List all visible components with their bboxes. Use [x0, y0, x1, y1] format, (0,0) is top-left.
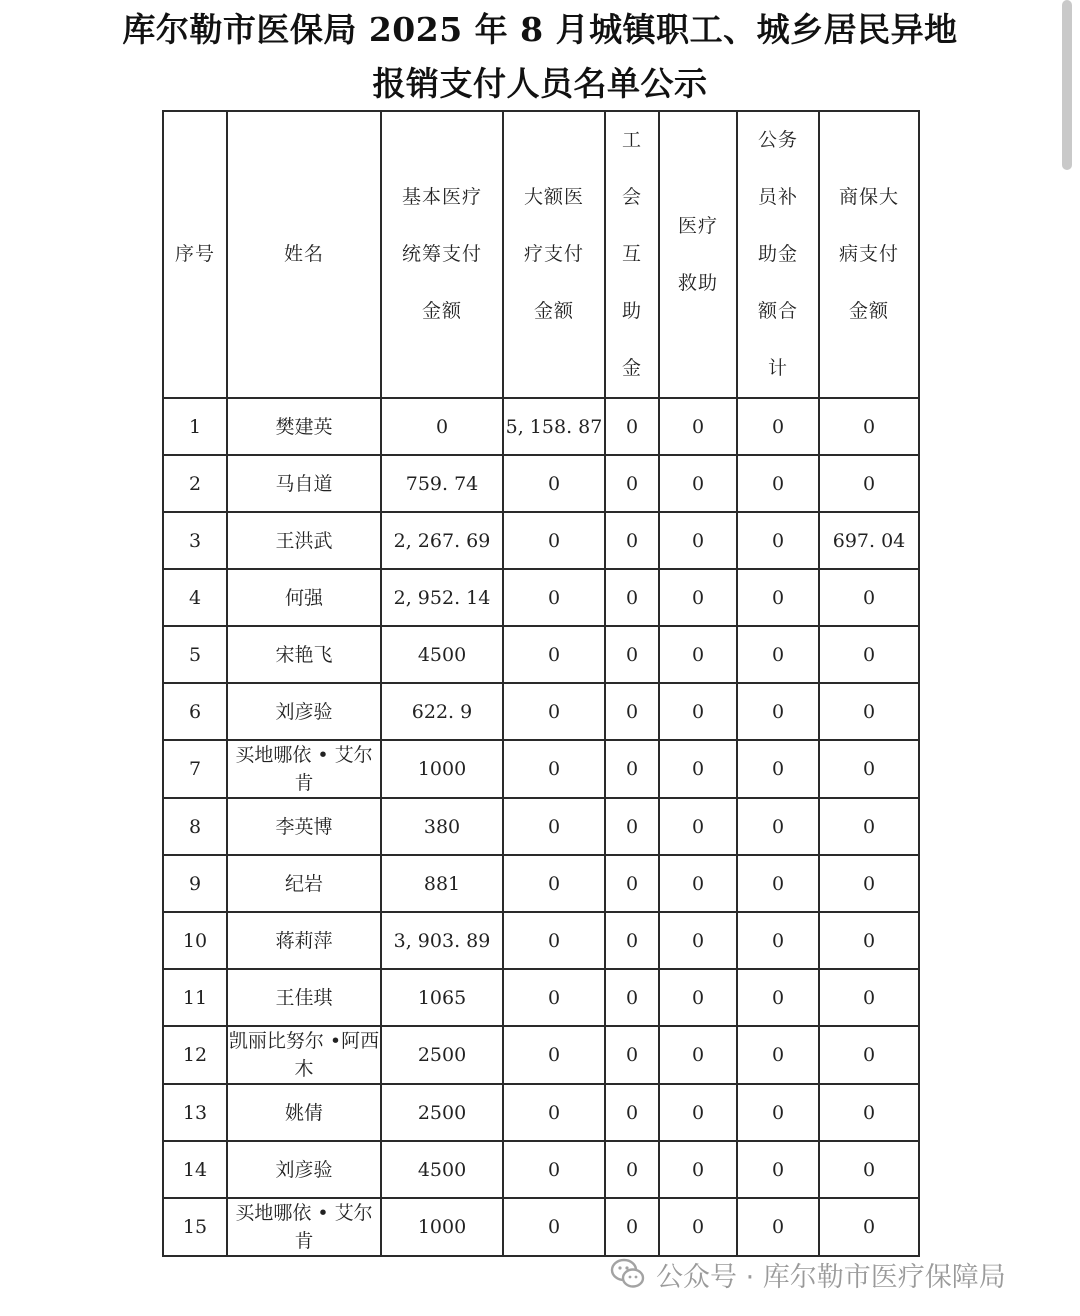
- cell-name: 李英博: [227, 798, 381, 855]
- cell-name: 王洪武: [227, 512, 381, 569]
- header-name-label: 姓名: [283, 243, 324, 265]
- cell-seq: 15: [163, 1198, 227, 1256]
- table-row: [163, 1141, 919, 1198]
- cell-name: 买地哪依 • 艾尔肯: [227, 740, 381, 798]
- cell-commercial: 0: [819, 855, 919, 912]
- cell-name: 凯丽比努尔 •阿西木: [227, 1026, 381, 1084]
- cell-union: 0: [605, 1141, 659, 1198]
- table-row: [163, 912, 919, 969]
- cell-civil: 0: [737, 798, 819, 855]
- cell-name: 马自道: [227, 455, 381, 512]
- cell-union: 0: [605, 855, 659, 912]
- cell-commercial: 0: [819, 1141, 919, 1198]
- cell-civil: 0: [737, 855, 819, 912]
- header-basic-label: 基本医疗统筹支付金额: [401, 186, 482, 322]
- cell-seq: 4: [163, 569, 227, 626]
- cell-basic: 2500: [381, 1026, 503, 1084]
- header-civil: [737, 111, 819, 398]
- table-row: [163, 1198, 919, 1256]
- cell-aid: 0: [659, 1141, 737, 1198]
- header-name: [227, 111, 381, 398]
- cell-civil: 0: [737, 969, 819, 1026]
- cell-basic: 881: [381, 855, 503, 912]
- cell-union: 0: [605, 912, 659, 969]
- table-header-row: [163, 111, 919, 398]
- cell-commercial: 0: [819, 912, 919, 969]
- footer-text: 公众号 · 库尔勒市医疗保障局: [656, 1261, 1006, 1293]
- cell-seq: 3: [163, 512, 227, 569]
- cell-major: 0: [503, 1141, 605, 1198]
- cell-commercial: 0: [819, 1198, 919, 1256]
- header-seq: [163, 111, 227, 398]
- cell-basic: 759. 74: [381, 455, 503, 512]
- cell-union: 0: [605, 798, 659, 855]
- cell-basic: 622. 9: [381, 683, 503, 740]
- table-row: [163, 1084, 919, 1141]
- table-row: [163, 1026, 919, 1084]
- cell-basic: 2, 952. 14: [381, 569, 503, 626]
- page-title-line-2: 报销支付人员名单公示: [372, 64, 708, 103]
- cell-seq: 14: [163, 1141, 227, 1198]
- cell-major: 0: [503, 683, 605, 740]
- cell-commercial: 0: [819, 455, 919, 512]
- header-civil-label: 公务员补助金额合计: [757, 129, 798, 379]
- cell-aid: 0: [659, 740, 737, 798]
- cell-commercial: 0: [819, 683, 919, 740]
- cell-union: 0: [605, 1026, 659, 1084]
- cell-seq: 12: [163, 1026, 227, 1084]
- cell-seq: 11: [163, 969, 227, 1026]
- cell-major: 5, 158. 87: [503, 398, 605, 455]
- cell-major: 0: [503, 798, 605, 855]
- cell-major: 0: [503, 969, 605, 1026]
- cell-commercial: 0: [819, 740, 919, 798]
- cell-commercial: 0: [819, 798, 919, 855]
- cell-name: 刘彦验: [227, 683, 381, 740]
- cell-commercial: 0: [819, 398, 919, 455]
- cell-major: 0: [503, 740, 605, 798]
- cell-civil: 0: [737, 1026, 819, 1084]
- cell-major: 0: [503, 855, 605, 912]
- header-commercial: [819, 111, 919, 398]
- cell-commercial: 0: [819, 569, 919, 626]
- cell-basic: 380: [381, 798, 503, 855]
- table-row: [163, 569, 919, 626]
- cell-civil: 0: [737, 1141, 819, 1198]
- header-union-label: 工会互助金: [621, 129, 642, 379]
- cell-name: 王佳琪: [227, 969, 381, 1026]
- page-title-line-1: 库尔勒市医保局 2025 年 8 月城镇职工、城乡居民异地: [122, 10, 958, 49]
- cell-civil: 0: [737, 455, 819, 512]
- cell-aid: 0: [659, 1198, 737, 1256]
- cell-union: 0: [605, 512, 659, 569]
- table-row: [163, 969, 919, 1026]
- cell-seq: 10: [163, 912, 227, 969]
- cell-aid: 0: [659, 912, 737, 969]
- table-row: [163, 798, 919, 855]
- cell-basic: 4500: [381, 626, 503, 683]
- header-aid-label: 医疗救助: [677, 214, 718, 294]
- header-major: [503, 111, 605, 398]
- header-major-label: 大额医疗支付金额: [523, 186, 584, 322]
- reimbursement-table: [162, 110, 920, 1257]
- cell-basic: 1065: [381, 969, 503, 1026]
- cell-aid: 0: [659, 455, 737, 512]
- cell-civil: 0: [737, 512, 819, 569]
- cell-union: 0: [605, 626, 659, 683]
- cell-seq: 1: [163, 398, 227, 455]
- cell-name: 何强: [227, 569, 381, 626]
- cell-name: 姚倩: [227, 1084, 381, 1141]
- cell-name: 买地哪依 • 艾尔肯: [227, 1198, 381, 1256]
- wechat-icon: [610, 1258, 646, 1290]
- table-row: [163, 398, 919, 455]
- header-aid: [659, 111, 737, 398]
- header-seq-label: 序号: [174, 243, 215, 265]
- header-basic: [381, 111, 503, 398]
- cell-union: 0: [605, 969, 659, 1026]
- table-row: [163, 855, 919, 912]
- cell-union: 0: [605, 740, 659, 798]
- cell-seq: 2: [163, 455, 227, 512]
- cell-aid: 0: [659, 855, 737, 912]
- table-row: [163, 683, 919, 740]
- cell-major: 0: [503, 912, 605, 969]
- cell-seq: 6: [163, 683, 227, 740]
- header-commercial-label: 商保大病支付金额: [838, 186, 899, 322]
- cell-name: 樊建英: [227, 398, 381, 455]
- cell-aid: 0: [659, 969, 737, 1026]
- cell-major: 0: [503, 512, 605, 569]
- cell-union: 0: [605, 398, 659, 455]
- cell-civil: 0: [737, 569, 819, 626]
- cell-union: 0: [605, 1084, 659, 1141]
- cell-major: 0: [503, 626, 605, 683]
- cell-seq: 13: [163, 1084, 227, 1141]
- cell-union: 0: [605, 1198, 659, 1256]
- cell-seq: 5: [163, 626, 227, 683]
- cell-aid: 0: [659, 626, 737, 683]
- cell-aid: 0: [659, 1026, 737, 1084]
- cell-name: 蒋莉萍: [227, 912, 381, 969]
- table-row: [163, 455, 919, 512]
- footer-watermark: [610, 1254, 1006, 1294]
- cell-basic: 1000: [381, 740, 503, 798]
- cell-aid: 0: [659, 398, 737, 455]
- cell-basic: 4500: [381, 1141, 503, 1198]
- cell-commercial: 0: [819, 1084, 919, 1141]
- cell-civil: 0: [737, 912, 819, 969]
- cell-union: 0: [605, 683, 659, 740]
- cell-civil: 0: [737, 1084, 819, 1141]
- cell-civil: 0: [737, 398, 819, 455]
- cell-basic: 3, 903. 89: [381, 912, 503, 969]
- cell-seq: 7: [163, 740, 227, 798]
- cell-basic: 0: [381, 398, 503, 455]
- cell-basic: 1000: [381, 1198, 503, 1256]
- cell-major: 0: [503, 455, 605, 512]
- cell-name: 刘彦验: [227, 1141, 381, 1198]
- cell-commercial: 0: [819, 969, 919, 1026]
- cell-commercial: 0: [819, 626, 919, 683]
- cell-civil: 0: [737, 683, 819, 740]
- cell-name: 宋艳飞: [227, 626, 381, 683]
- table-row: [163, 512, 919, 569]
- cell-aid: 0: [659, 1084, 737, 1141]
- cell-civil: 0: [737, 626, 819, 683]
- cell-basic: 2, 267. 69: [381, 512, 503, 569]
- cell-major: 0: [503, 1198, 605, 1256]
- cell-aid: 0: [659, 569, 737, 626]
- cell-seq: 9: [163, 855, 227, 912]
- table-row: [163, 626, 919, 683]
- header-union: [605, 111, 659, 398]
- table-row: [163, 740, 919, 798]
- cell-aid: 0: [659, 683, 737, 740]
- cell-union: 0: [605, 455, 659, 512]
- cell-civil: 0: [737, 1198, 819, 1256]
- cell-commercial: 0: [819, 1026, 919, 1084]
- cell-seq: 8: [163, 798, 227, 855]
- cell-major: 0: [503, 569, 605, 626]
- cell-commercial: 697. 04: [819, 512, 919, 569]
- cell-name: 纪岩: [227, 855, 381, 912]
- cell-union: 0: [605, 569, 659, 626]
- cell-aid: 0: [659, 798, 737, 855]
- cell-major: 0: [503, 1026, 605, 1084]
- cell-major: 0: [503, 1084, 605, 1141]
- cell-civil: 0: [737, 740, 819, 798]
- cell-aid: 0: [659, 512, 737, 569]
- cell-basic: 2500: [381, 1084, 503, 1141]
